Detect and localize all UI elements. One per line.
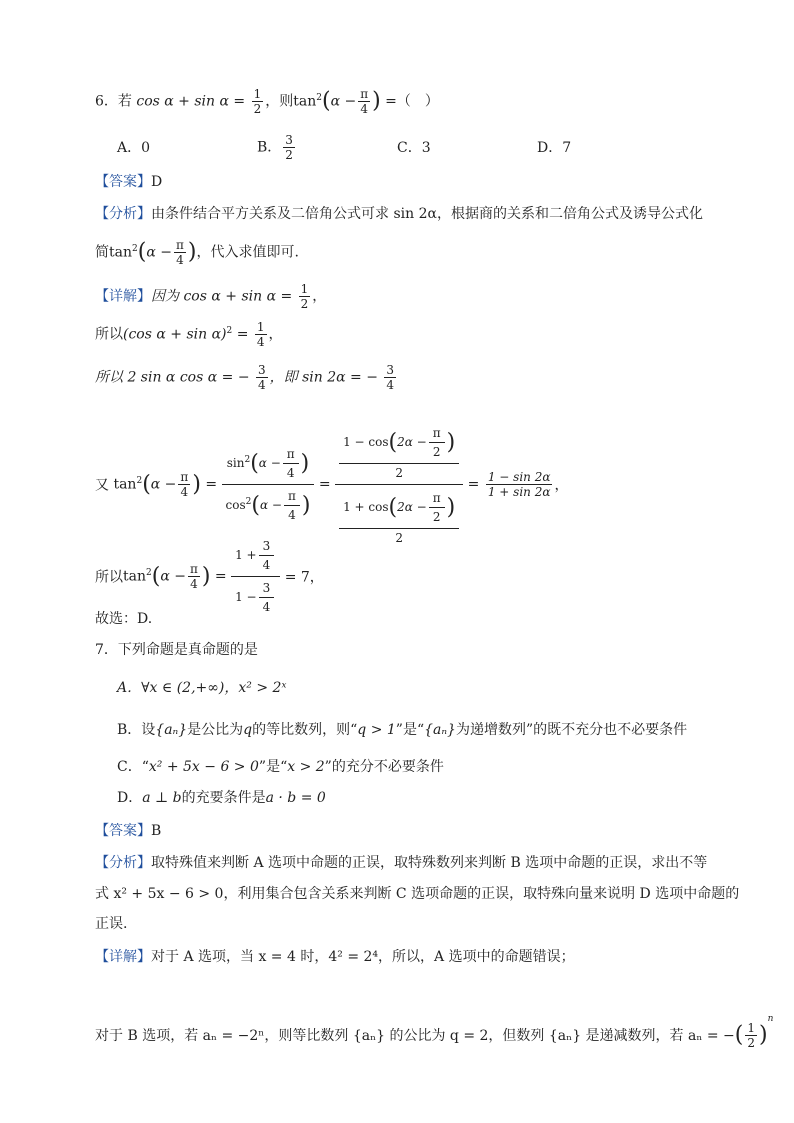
fraction <box>178 470 190 499</box>
denominator: 4 <box>256 335 265 349</box>
text: ”是“ <box>258 759 288 775</box>
expr: α − <box>150 476 177 493</box>
exponent: 2 <box>132 243 138 254</box>
paren-open: ( <box>250 451 259 476</box>
q6-analysis-1 <box>95 204 703 224</box>
stem-text: 若 <box>117 93 132 110</box>
detail-text: 对于 A 选项，当 x = 4 时，4² = 2⁴，所以，A 选项中的命题错误； <box>151 949 575 965</box>
tan-func: tan <box>293 93 317 110</box>
paren-open: ( <box>734 1022 744 1048</box>
paren-close: ) <box>446 495 456 520</box>
expr: 因为 cos α + sin α = <box>151 288 293 305</box>
equals: = <box>214 568 227 585</box>
paren-close: ) <box>301 493 311 518</box>
exponent: 2 <box>146 567 152 578</box>
answer-tag: 【答案】 <box>95 823 151 839</box>
expr: α − <box>160 568 186 585</box>
compound-fraction <box>231 535 280 618</box>
question-number: 7． <box>95 642 118 658</box>
answer-value: D <box>151 174 163 190</box>
analysis-text: 简 <box>95 244 109 261</box>
analysis-tag: 【分析】 <box>95 855 151 871</box>
numerator: π <box>175 238 184 252</box>
numerator: 1 <box>253 87 262 101</box>
result: = 7， <box>284 569 324 586</box>
text: ”的充分不必要条件 <box>324 759 444 775</box>
denominator: 4 <box>286 466 295 480</box>
option-label: B．设 <box>117 722 156 738</box>
denominator: 4 <box>360 102 368 116</box>
answer-value: B <box>151 823 162 839</box>
q6-detail-1 <box>95 282 326 311</box>
numerator <box>339 487 459 529</box>
option-c: C．3 <box>397 139 431 156</box>
paren-close: ) <box>300 451 310 476</box>
inequality: x² + 5x − 6 > 0 <box>148 759 259 775</box>
expr: α − <box>146 244 172 261</box>
condition: x > 2 <box>287 759 325 775</box>
q7-analysis-3 <box>95 914 127 934</box>
variable: q <box>243 722 253 738</box>
denominator: 4 <box>258 378 266 392</box>
q7-analysis-1 <box>95 853 707 873</box>
exponent: 2 <box>316 92 322 103</box>
question-number: 6． <box>95 93 118 110</box>
expr: α − <box>330 93 357 110</box>
answer-tag: 【答案】 <box>95 174 151 190</box>
condition-expression: cos α + sin α = <box>136 93 246 110</box>
numerator: π <box>429 424 445 443</box>
sin-over-cos-fraction <box>222 443 315 526</box>
q7-option-d <box>117 788 326 808</box>
inner-fraction <box>339 487 459 547</box>
paren-open: ( <box>388 495 398 520</box>
paren-open: ( <box>151 564 161 589</box>
tan-func: tan <box>123 568 146 585</box>
blank: =（ ） <box>385 93 439 110</box>
numerator: π <box>180 470 189 484</box>
analysis-text: 正误. <box>95 916 128 932</box>
exponent: 2 <box>226 325 233 336</box>
fraction <box>255 320 267 349</box>
expr: 1 + <box>235 548 257 562</box>
punct: ， <box>554 477 569 494</box>
denominator: 4 <box>288 508 296 522</box>
fraction <box>429 424 445 461</box>
denominator: 2 <box>300 297 309 311</box>
analysis-tag: 【分析】 <box>95 206 151 222</box>
denominator: 4 <box>386 378 395 392</box>
detail-tag: 【详解】 <box>95 288 151 305</box>
equals: = <box>236 326 249 343</box>
numerator: 3 <box>386 363 395 377</box>
numerator: 3 <box>285 133 293 147</box>
numerator <box>335 420 463 485</box>
denominator <box>222 485 315 526</box>
numerator: 1 <box>256 320 265 334</box>
option-label: B． <box>257 139 282 156</box>
analysis-text: 式 x² + 5x − 6 > 0，利用集合包含关系来判断 C 选项命题的正误，取特殊向量来说明 D 选项中命题的 <box>95 886 740 902</box>
numerator: 3 <box>259 537 275 556</box>
analysis-text: 取特殊值来判断 A 选项中命题的正误，取特殊数列来判断 B 选项中命题的正误，求出不等 <box>151 855 708 871</box>
exponent: n <box>767 1014 774 1024</box>
fraction <box>256 363 268 392</box>
text: ”是“ <box>395 722 425 738</box>
detail-tag: 【详解】 <box>95 949 151 965</box>
detail-text: 对于 B 选项，若 aₙ = −2ⁿ，则等比数列 {aₙ} 的公比为 q = 2，但数列 {aₙ} 是递减数列，若 aₙ = − <box>95 1028 735 1044</box>
denominator: 2 <box>285 148 293 162</box>
numerator: 1 <box>300 282 309 296</box>
expr: 2α − <box>397 435 427 449</box>
numerator: π <box>283 445 299 464</box>
conclusion-text: 故选：D. <box>95 611 153 627</box>
numerator: 1 − sin 2α <box>487 470 551 484</box>
q6-detail-3 <box>95 363 398 392</box>
fraction <box>252 87 264 116</box>
expr: ，即 sin 2α = − <box>269 369 378 386</box>
fraction <box>283 133 295 162</box>
paren-open: ( <box>137 239 147 265</box>
vector-expr: a ⊥ b <box>142 790 182 806</box>
equals: = <box>467 476 480 493</box>
denominator: 2 <box>432 510 441 524</box>
fraction <box>358 87 370 116</box>
expr: 1 − <box>235 590 257 604</box>
paren-open: ( <box>321 88 331 114</box>
cos-func: cos <box>225 498 246 512</box>
numerator: 1 <box>747 1020 756 1035</box>
fraction <box>188 562 200 591</box>
q6-stem <box>95 87 439 116</box>
fraction <box>384 363 396 392</box>
punct: ， <box>268 326 283 343</box>
paren-close: ) <box>187 239 197 265</box>
expr: 2α − <box>397 500 427 514</box>
expr: 1 − cos <box>343 435 389 449</box>
text: 为递增数列”的既不充分也不必要条件 <box>455 722 688 738</box>
paren-open: ( <box>388 430 398 455</box>
fraction <box>259 537 275 574</box>
fraction <box>259 579 275 616</box>
punct: ， <box>312 288 327 305</box>
q6-detail-4 <box>95 420 568 549</box>
denominator: 2 <box>395 531 403 545</box>
text: 所以 <box>95 326 123 343</box>
denominator: 2 <box>432 445 441 459</box>
stem-text: 下列命题是真命题的是 <box>117 642 258 658</box>
tan-func: tan <box>109 244 132 261</box>
option-a: A．∀x ∈ (2,+∞)，x² > 2ˣ <box>117 680 287 696</box>
fraction <box>299 282 311 311</box>
numerator: π <box>360 87 369 101</box>
sequence: {aₙ} <box>424 722 456 738</box>
text: 的充要条件是 <box>181 790 266 806</box>
exponent: 2 <box>136 475 143 486</box>
fraction <box>283 445 299 482</box>
denominator: 1 + sin 2α <box>487 485 551 499</box>
denominator: 4 <box>180 485 189 499</box>
option-label: C．“ <box>117 759 149 775</box>
result-fraction <box>486 470 553 499</box>
denominator: 2 <box>253 102 262 116</box>
denominator: 4 <box>176 253 184 267</box>
q6-detail-2 <box>95 320 283 349</box>
denominator: 4 <box>262 558 271 572</box>
q6-options <box>117 133 677 162</box>
equals: = <box>205 476 218 493</box>
expr: α − <box>259 498 282 512</box>
numerator: 3 <box>259 579 275 598</box>
numerator <box>222 443 315 485</box>
paren-close: ) <box>759 1022 768 1048</box>
option-d: D．7 <box>537 139 572 156</box>
paren-close: ) <box>192 472 201 497</box>
text: 的等比数列，则“ <box>252 722 358 738</box>
q7-option-b <box>117 720 687 740</box>
q7-answer <box>95 821 161 841</box>
numerator: π <box>429 489 445 508</box>
analysis-text: ，代入求值即可. <box>196 244 299 261</box>
expr: (cos α + sin α) <box>123 326 227 343</box>
tan-func: tan <box>113 476 137 493</box>
expr: 1 + cos <box>343 500 389 514</box>
text: 所以 <box>95 569 123 586</box>
denominator: 2 <box>395 466 403 480</box>
numerator: π <box>189 562 198 576</box>
sin-func: sin <box>226 456 245 470</box>
sequence: {aₙ} <box>155 722 188 738</box>
paren-close: ) <box>446 430 456 455</box>
condition: q > 1 <box>357 722 396 738</box>
option-label: D． <box>117 790 143 806</box>
fraction <box>174 238 186 267</box>
q6-analysis-2 <box>95 238 299 267</box>
q7-option-c <box>117 757 444 777</box>
q6-conclusion <box>95 609 152 629</box>
q7-detail-1 <box>95 947 575 967</box>
numerator: π <box>284 487 300 506</box>
fraction <box>429 489 445 526</box>
stem-text: ，则 <box>265 93 294 110</box>
text: 又 <box>95 477 109 494</box>
q6-answer <box>95 172 162 192</box>
compound-fraction <box>335 420 463 549</box>
denominator <box>231 577 280 618</box>
denominator: 2 <box>747 1035 756 1050</box>
paren-open: ( <box>251 493 260 518</box>
exponent: 2 <box>245 497 252 507</box>
option-a: A．0 <box>117 139 151 156</box>
fraction <box>284 487 300 524</box>
equals: = <box>318 476 331 493</box>
q7-analysis-2 <box>95 884 739 904</box>
inner-fraction <box>339 422 459 482</box>
expr: 所以 2 sin α cos α = − <box>95 369 250 386</box>
paren-close: ) <box>201 564 211 589</box>
denominator <box>335 485 463 549</box>
numerator: 3 <box>258 363 266 377</box>
fraction <box>745 1021 757 1050</box>
vector-expr: a · b = 0 <box>265 790 326 806</box>
exponent: 2 <box>244 455 251 465</box>
denominator: 4 <box>190 577 198 591</box>
q7-option-a <box>117 678 286 698</box>
numerator <box>339 422 459 464</box>
analysis-text: 由条件结合平方关系及二倍角公式可求 sin 2α，根据商的关系和二倍角公式及诱导公式化 <box>151 206 703 222</box>
numerator <box>231 535 280 577</box>
text: 是公比为 <box>187 722 244 738</box>
paren-open: ( <box>142 472 151 497</box>
paren-close: ) <box>372 88 381 114</box>
q6-detail-5 <box>95 535 324 618</box>
denominator: 4 <box>262 600 271 614</box>
q7-stem <box>95 640 258 660</box>
q7-detail-2 <box>95 1014 773 1050</box>
expr: α − <box>258 456 281 470</box>
option-b <box>257 133 397 162</box>
